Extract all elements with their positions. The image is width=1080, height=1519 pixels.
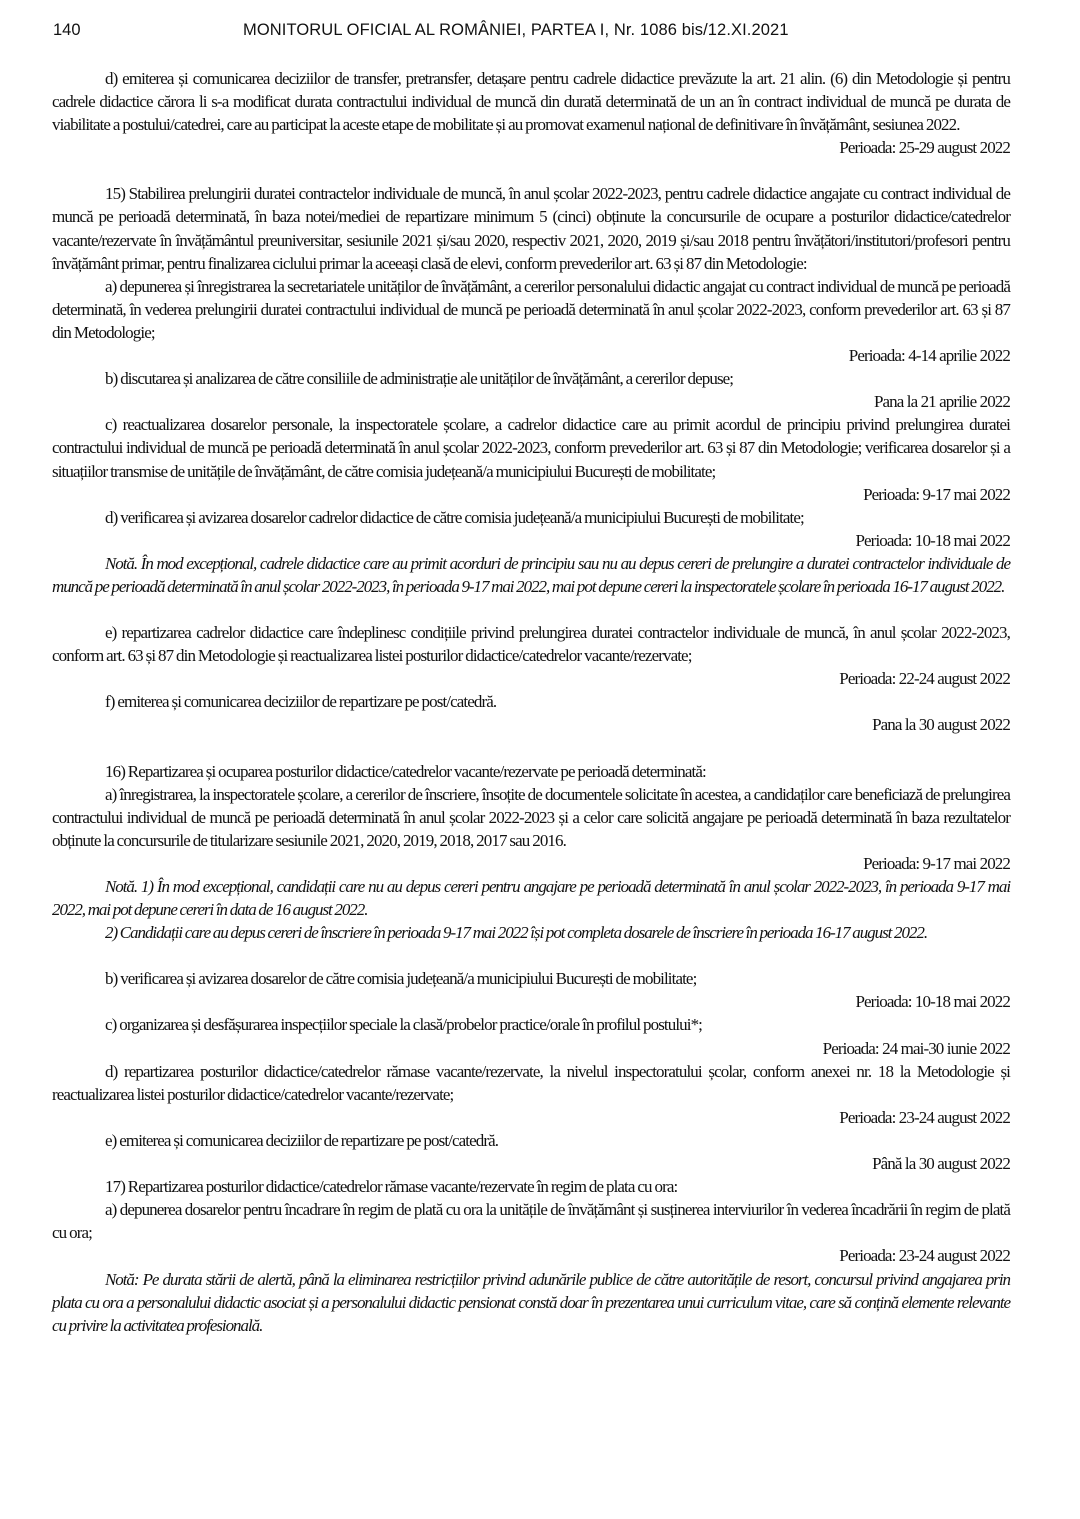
paragraph-spacer xyxy=(52,737,1010,760)
paragraph: 16) Repartizarea și ocuparea posturilor didactice/catedrelor vacante/rezervate pe perioadă determinată: xyxy=(105,761,706,781)
paragraph: b) discutarea și analizarea de către consiliile de administrație ale unităților de învățământ, a cererilor depuse; xyxy=(105,369,734,389)
paragraph: a) depunerea dosarelor pentru încadrare în regim de plată cu ora la unitățile de învățământ și susținerea interviurilor în vederea încadrării în regim de plată cu ora; xyxy=(52,1200,1010,1243)
period-label: Perioada: 9-17 mai 2022 xyxy=(863,853,1010,873)
period-label: Perioada: 24 mai-30 iunie 2022 xyxy=(822,1038,1010,1058)
paragraph: d) verificarea și avizarea dosarelor cadrelor didactice de către comisia județeană/a municipiului București de mobilitate; xyxy=(105,507,804,527)
note-paragraph: 2) Candidații care au depus cereri de înscriere în perioada 9-17 mai 2022 își pot completa dosarele de înscriere în perioada 16-17 august 2022. xyxy=(105,923,928,943)
note-paragraph: Notă. În mod excepțional, cadrele didactice care au primit acorduri de principiu sau nu au depus cereri de prelungire a duratei contractelor individuale de muncă pe perioadă determinată în anul școlar 2022-2023, în perioada 9-17 mai 2022, mai pot depune cereri la inspectoratele școlare în perioada 16-17 august 2022. xyxy=(52,553,1010,596)
paragraph: 17) Repartizarea posturilor didactice/catedrelor rămase vacante/rezervate în regim de plata cu ora: xyxy=(105,1177,678,1197)
period-label: Perioada: 23-24 august 2022 xyxy=(839,1246,1010,1266)
period-label: Până la 30 august 2022 xyxy=(872,1154,1010,1174)
paragraph-spacer xyxy=(52,159,1010,182)
period-label: Perioada: 9-17 mai 2022 xyxy=(863,484,1010,504)
period-label: Perioada: 23-24 august 2022 xyxy=(839,1107,1010,1127)
period-label: Perioada: 10-18 mai 2022 xyxy=(855,530,1010,550)
paragraph: c) organizarea și desfășurarea inspecțiilor speciale la clasă/probelor practice/orale în profilul postului*; xyxy=(105,1015,702,1035)
period-label: Pana la 30 august 2022 xyxy=(872,715,1010,735)
page-number: 140 xyxy=(53,21,81,39)
paragraph: a) înregistrarea, la inspectoratele școlare, a cererilor de înscriere, însoțite de documentele solicitate în acestea, a candidaților care beneficiază de prelungirea contractului individual de muncă pe perioadă determinată în anul școlar 2022-2023 și a celor care solicită angajare pe perioadă determinată în baza rezultatelor obținute la concursurile de titularizare sesiunile 2021, 2020, 2019, 2018, 2017 sau 2016. xyxy=(52,784,1010,850)
paragraph-spacer xyxy=(52,598,1010,621)
paragraph: d) emiterea și comunicarea deciziilor de transfer, pretransfer, detașare pentru cadrele didactice prevăzute la art. 21 alin. (6) din Metodologie și pentru cadrele didactice cărora li s-a modificat durata contractului individual de muncă din durată determinată de un an în contract individual de muncă pe durata de viabilitate a postului/catedrei, care au participat la aceste etape de mobilitate și au promovat examenul național de definitivare în învățământ, sesiunea 2022. xyxy=(52,69,1010,135)
paragraph: b) verificarea și avizarea dosarelor de către comisia județeană/a municipiului București de mobilitate; xyxy=(105,969,697,989)
period-label: Perioada: 22-24 august 2022 xyxy=(839,669,1010,689)
period-label: Pana la 21 aprilie 2022 xyxy=(873,392,1010,412)
paragraph: f) emiterea și comunicarea deciziilor de repartizare pe post/catedră. xyxy=(105,692,497,712)
paragraph: c) reactualizarea dosarelor personale, la inspectoratele școlare, a cadrelor didactice care au primit acordul de principiu privind prelungirea duratei contractului individual de muncă pe perioadă determinată în anul școlar 2022-2023, conform prevederilor art. 63 și 87 din Metodologie; verificarea dosarelor și a situațiilor transmise de unitățile de învățământ, de către comisia județeană/a municipiului București de mobilitate; xyxy=(52,415,1010,481)
paragraph: d) repartizarea posturilor didactice/catedrelor rămase vacante/rezervate, la nivelul inspectoratului școlar, conform anexei nr. 18 la Metodologie și reactualizarea listei posturilor didactice/catedrelor vacante/rezervate; xyxy=(52,1061,1010,1104)
note-paragraph: Notă. 1) În mod excepțional, candidații care nu au depus cereri pentru angajare pe perioadă determinată în anul școlar 2022-2023, în perioada 9-17 mai 2022, mai pot depune cereri în data de 16 august 2022. xyxy=(52,877,1010,920)
period-label: Perioada: 10-18 mai 2022 xyxy=(855,992,1010,1012)
paragraph: 15) Stabilirea prelungirii duratei contractelor individuale de muncă, în anul școlar 2022-2023, pentru cadrele didactice angajate cu contract individual de muncă pe perioadă determinată, în baza notei/mediei de repartizare minimum 5 (cinci) obținute la concursurile de ocupare a posturilor didactice/catedrelor vacante/rezervate în învățământul preuniversitar, sesiunile 2021 și/sau 2020, respectiv 2021, 2020, 2019 și/sau 2018 pentru învățători/institutori/profesori pentru învățământ primar, pentru finalizarea ciclului primar la aceeași clasă de elevi, conform prevederilor art. 63 și 87 din Metodologie: xyxy=(52,184,1010,273)
paragraph: e) repartizarea cadrelor didactice care îndeplinesc condițiile privind prelungirea duratei contractelor individuale de muncă, în anul școlar 2022-2023, conform art. 63 și 87 din Metodologie și reactualizarea listei posturilor didactice/catedrelor vacante/rezervate; xyxy=(52,623,1010,666)
period-label: Perioada: 4-14 aprilie 2022 xyxy=(848,346,1010,366)
publication-title: MONITORUL OFICIAL AL ROMÂNIEI, PARTEA I, Nr. 1086 bis/12.XI.2021 xyxy=(243,21,789,39)
page-header xyxy=(53,21,1010,45)
document-body xyxy=(52,67,1010,1337)
paragraph: e) emiterea și comunicarea deciziilor de repartizare pe post/catedră. xyxy=(105,1130,499,1150)
paragraph-spacer xyxy=(52,944,1010,967)
period-label: Perioada: 25-29 august 2022 xyxy=(839,138,1010,158)
note-paragraph: Notă: Pe durata stării de alertă, până la eliminarea restricțiilor privind adunările publice de către autoritățile de resort, concursul privind angajarea prin plata cu ora a personalului didactic asociat și a personalului didactic pensionat constă doar în prezentarea unui curriculum vitae, care să conțină elemente relevante cu privire la activitatea profesională. xyxy=(52,1269,1010,1335)
paragraph: a) depunerea și înregistrarea la secretariatele unităților de învățământ, a cererilor personalului didactic angajat cu contract individual de muncă pe perioadă determinată, în vederea prelungirii duratei contractului individual de muncă pe perioadă determinată în anul școlar 2022-2023, conform prevederilor art. 63 și 87 din Metodologie; xyxy=(52,276,1010,342)
